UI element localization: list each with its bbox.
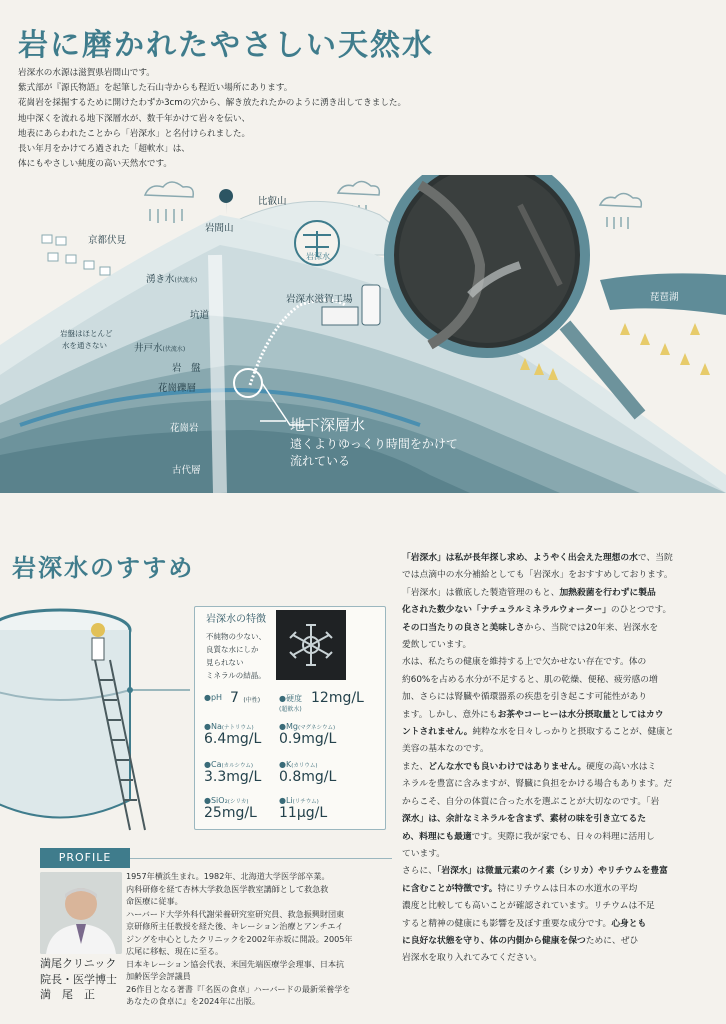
bio-line: 命医療に従事。 — [126, 896, 183, 906]
body-text-run: ネラルを豊富に含みますが、腎臓に負担をかける場合もあります。だ — [402, 779, 673, 790]
features-desc-line: 不純物の少ない、 — [206, 632, 266, 641]
deep-water-subtitle-line: 流れている — [290, 454, 351, 468]
label-kodo: 坑道 — [190, 310, 210, 321]
features-desc-line: 見られない — [206, 658, 244, 667]
body-text-run: 「岩深水」は微量元素のケイ素（シリカ）やリチウムを豊富 — [437, 866, 668, 877]
body-text-run: 約60%を占める水分が不足すると、肌の乾燥、便秘、疲労感の増 — [402, 674, 658, 685]
profile-divider — [130, 858, 392, 859]
body-line — [402, 689, 718, 706]
section-title-recommend: 岩深水のすすめ — [12, 554, 195, 582]
mineral-crystal-image — [276, 610, 346, 680]
body-line — [402, 916, 718, 933]
doctor-name: 満 尾 正 — [40, 988, 95, 1001]
body-text-run: では点滴中の水分補給としても「岩深水」をおすすめしております。 — [402, 570, 673, 581]
body-line — [402, 846, 718, 863]
bio-line: 26作目となる著書『「名医の食卓」ハーバードの最新栄養学を — [126, 983, 351, 994]
body-text-run: さらに、 — [402, 866, 437, 877]
body-text-run: に含むことが特徴です。 — [402, 883, 498, 894]
profile-tag: PROFILE — [40, 848, 130, 868]
body-text-run: 化された数少ない「ナチュラルミネラルウォーター」 — [402, 605, 611, 616]
body-text-run: 愛飲しています。 — [402, 640, 472, 651]
label-ganban-note-2: 水を通さない — [62, 341, 107, 350]
label-biwako: 琵琶湖 — [650, 292, 679, 303]
deep-water-subtitle-line: 遠くよりゆっくり時間をかけて — [290, 437, 458, 451]
body-line — [402, 672, 718, 689]
body-text-run: に良好な状態を守り、体の内側から健康を保つ — [402, 935, 586, 946]
features-title: 岩深水の特徴 — [206, 614, 266, 625]
bio-line: 加齢医学会評議員 — [126, 971, 191, 981]
mineral-item: ●硬度 12mg/L (超軟水) — [279, 690, 364, 713]
deep-water-subtitle — [290, 436, 458, 470]
body-line — [402, 585, 718, 602]
body-text-run: また、 — [402, 761, 429, 772]
water-tank-illustration — [0, 600, 190, 840]
mineral-item: ●Mg(マグネシウム) 0.9mg/L — [279, 722, 337, 747]
body-text-run: ています。 — [402, 848, 446, 859]
intro-line: 長い年月をかけてろ過された「超軟水」は、 — [18, 144, 190, 155]
label-iwamayama: 岩間山 — [205, 223, 234, 234]
body-text-run: その口当たりの良さと美味しさ — [402, 622, 525, 633]
body-text-run: 「岩深水」は私が長年探し求め、ようやく出会えた理想の水 — [402, 553, 638, 563]
body-line — [402, 950, 718, 967]
deep-water-title: 地下深層水 — [290, 416, 366, 434]
mineral-item: ●SiO₂(シリカ) 25mg/L — [204, 796, 257, 821]
bio-line: 京研修所主任教授を経た後、キレーション治療とアンチエイ — [126, 921, 344, 931]
worker-figure-icon — [91, 623, 105, 637]
body-text-run: 濃度と比較しても高いことが確認されています。リチウムは不足 — [402, 901, 655, 912]
body-line — [402, 776, 718, 793]
bio-line: ハーバード大学外科代謝栄養研究室研究員、救急振興財団東 — [126, 908, 345, 919]
body-text-run: 加熱殺菌を行わずに製品 — [559, 587, 656, 598]
recommendation-body-text — [402, 550, 718, 968]
features-desc-line: ミネラルの結晶。 — [206, 671, 266, 680]
bio-line: あなたの食卓に』を2024年に出版。 — [126, 996, 260, 1006]
bio-line: 広尾に移転、現在に至る。 — [126, 946, 224, 956]
body-text-run: すると精神の健康にも影響を及ぼす重要な成分です。 — [402, 918, 612, 929]
intro-line: 体にもやさしい純度の高い天然水です。 — [18, 159, 173, 170]
intro-line: 地中深くを流れる地下深層水が、数千年かけて岩々を伝い、 — [18, 113, 251, 124]
doctor-role: 院長・医学博士 — [40, 972, 117, 986]
body-line — [402, 863, 718, 880]
body-text-run: ます。しかし、意外にも — [402, 709, 498, 720]
body-text-run: ために、ぜひ — [585, 935, 639, 946]
bio-line: 1957年横浜生まれ。1982年、北海道大学医学部卒業。 — [126, 871, 330, 881]
body-text-run: 加、さらには腎臓や循環器系の疾患を引き起こす可能性があり — [402, 692, 647, 703]
intro-text — [18, 66, 406, 172]
body-text-run: で、当院 — [637, 553, 673, 563]
body-line — [402, 881, 718, 898]
logo-text: 岩深水 — [306, 252, 330, 261]
body-line — [402, 794, 718, 811]
body-text-run: ントされません。 — [402, 727, 473, 738]
body-text-run: 余計なミネラルを含まず、素材の味を引き立てるた — [445, 814, 647, 825]
mineral-item: ●Ca(カルシウム) 3.3mg/L — [204, 760, 262, 785]
body-line — [402, 654, 718, 671]
body-line — [402, 620, 718, 637]
body-line — [402, 602, 718, 619]
doctor-info — [40, 956, 117, 1003]
body-text-run: どんな水でも良いわけではありません。 — [428, 761, 587, 772]
body-text-run: 「岩深水」は徹底した製造管理のもと、 — [402, 587, 560, 598]
body-text-run: 水は、私たちの健康を維持する上で欠かせない存在です。体の — [402, 657, 647, 668]
body-text-run: です。実際に我が家でも、日々の料理に活用し — [471, 831, 655, 842]
clinic-name: 満尾クリニック — [40, 957, 117, 970]
mineral-item: ●K(カリウム) 0.8mg/L — [279, 760, 337, 785]
intro-line: 花崗岩を採掘するために開けたわずか3cmの穴から、解き放たれたかのように湧き出してきました。 — [18, 98, 407, 109]
body-line — [402, 567, 718, 584]
mineral-item: ●Na(ナトリウム) 6.4mg/L — [204, 722, 262, 747]
body-line — [402, 829, 718, 846]
features-desc-line: 良質な水にしか — [206, 645, 259, 654]
label-idomizu: 井戸水(伏流水) — [134, 343, 186, 354]
body-line — [402, 759, 718, 776]
label-kodaiso: 古代層 — [172, 465, 201, 476]
body-line — [402, 707, 718, 724]
body-text-run: 心身とも — [611, 918, 647, 929]
body-text-run: 岩深水を取り入れてみてください。 — [402, 953, 542, 964]
body-text-run: め、料理にも最適 — [402, 831, 472, 842]
label-ganban-note-1: 岩盤はほとんど — [60, 329, 113, 338]
mineral-item: ●pH 7 (中性) — [204, 690, 261, 706]
bio-line: 日本キレーション協会代表、米国先端医療学会理事、日本抗 — [126, 958, 345, 969]
body-text-run: のひとつです。 — [610, 605, 672, 616]
body-text-run: 美容の基本なのです。 — [402, 744, 489, 755]
bio-line: 内科研修を経て杏林大学救急医学教室講師として救急救 — [126, 883, 329, 894]
body-text-run: お茶やコーヒーは水分摂取量としてはカウ — [497, 709, 664, 720]
body-line — [402, 811, 718, 828]
body-line — [402, 724, 718, 741]
label-wakimizu: 湧き水(伏流水) — [146, 274, 198, 285]
body-line — [402, 898, 718, 915]
label-ganban: 岩 盤 — [172, 363, 201, 374]
doctor-photo — [40, 872, 122, 954]
factory-building — [322, 307, 358, 325]
body-line — [402, 933, 718, 950]
body-text-run: からこそ、自分の体質に合った水を選ぶことが大切なのです。「岩 — [402, 796, 660, 807]
doctor-bio — [126, 870, 388, 1008]
label-kakougan: 花崗岩 — [170, 423, 199, 434]
label-hieizan: 比叡山 — [258, 196, 287, 207]
features-description — [206, 630, 266, 682]
water-bottle-icon — [362, 285, 380, 325]
body-text-run: 特にリチウムは日本の水道水の平均 — [497, 883, 638, 894]
body-line — [402, 550, 718, 567]
body-text-run: 純粋な水を日々しっかりと摂取することが、健康と — [472, 727, 674, 738]
label-factory: 岩深水滋賀工場 — [286, 294, 353, 305]
intro-line: 紫式部が『源氏物語』を起筆した石山寺からも程近い場所にあります。 — [18, 83, 293, 94]
body-text-run: から、当院では20年来、岩深水を — [524, 622, 659, 633]
body-line — [402, 637, 718, 654]
mineral-item: ●Li(リチウム) 11μg/L — [279, 796, 328, 821]
body-text-run: 硬度の高い水はミ — [586, 761, 657, 772]
page-title: 岩に磨かれたやさしい天然水 — [18, 28, 434, 63]
label-kyoto-fushimi: 京都伏見 — [88, 235, 127, 246]
bio-line: ジングを中心としたクリニックを2002年赤坂に開設。2005年 — [126, 933, 353, 944]
body-text-run: 深水」は、 — [402, 814, 446, 825]
location-pin-icon — [219, 189, 233, 215]
label-kakou-reki: 花崗礫層 — [158, 383, 197, 394]
intro-line: 岩深水の水源は滋賀県岩間山です。 — [18, 68, 155, 78]
intro-line: 地表にあらわれたことから「岩深水」と名付けられました。 — [18, 128, 251, 139]
body-line — [402, 741, 718, 758]
